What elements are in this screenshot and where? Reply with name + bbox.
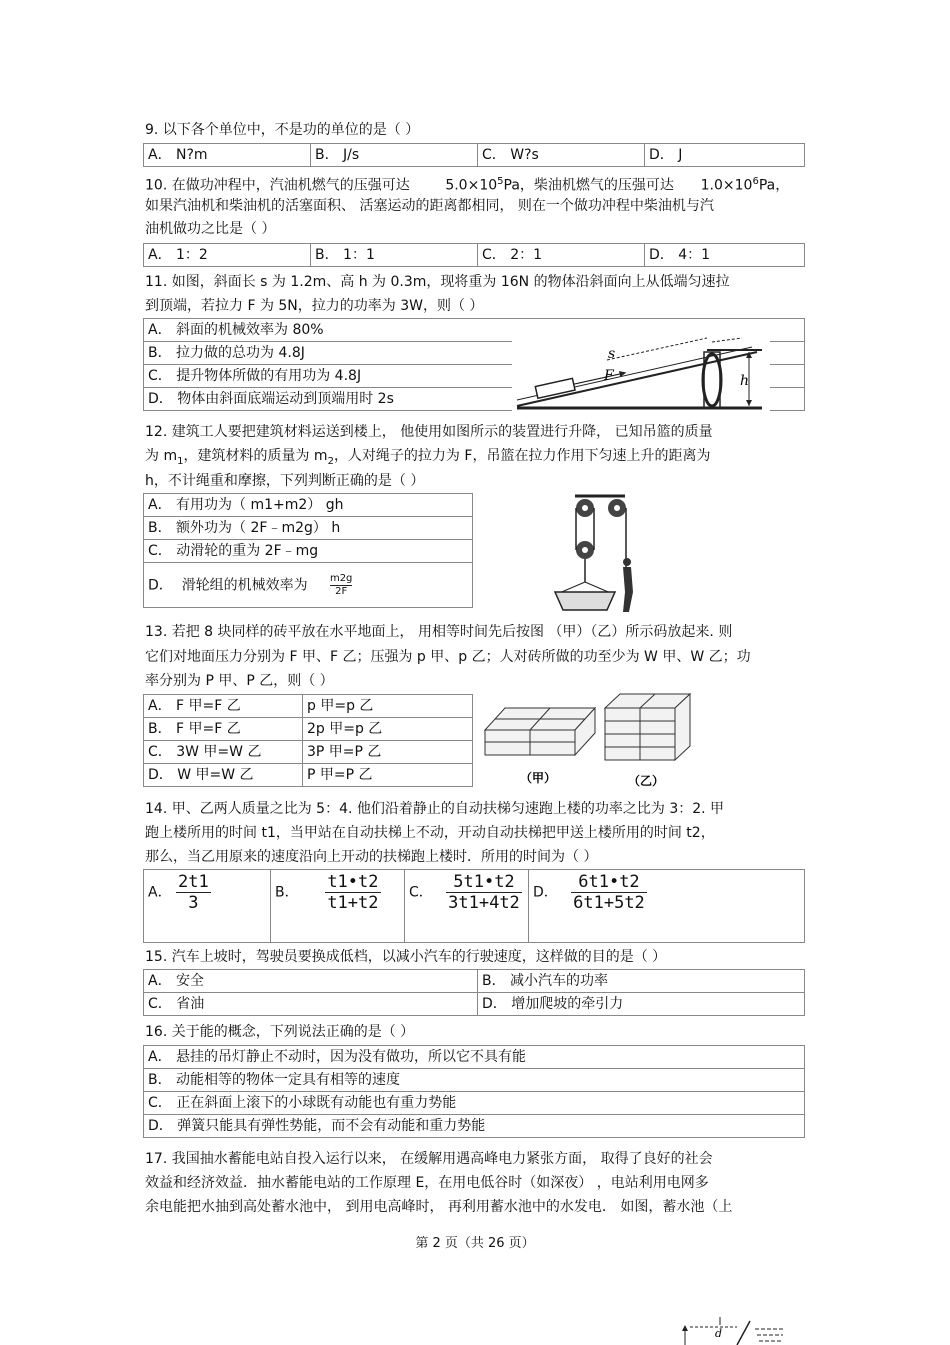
q12-line1: 12. 建筑工人要把建筑材料运送到楼上， 他使用如图所示的装置进行升降， 已知吊篮的质量 [145, 424, 713, 440]
basket-icon [555, 592, 615, 610]
q16-option-c: C． 正在斜面上滚下的小球既有动能也有重力势能 [144, 1092, 805, 1115]
q15-option-d: D． 增加爬坡的牵引力 [478, 993, 805, 1016]
q13-option-a1: A． F 甲=F 乙 [144, 695, 303, 718]
brick-stack-yi [605, 694, 690, 760]
q11-option-a: A． 斜面的机械效率为 80% [144, 319, 805, 342]
q14-line2: 跑上楼所用的时间 t1，当甲站在自动扶梯上不动，开动自动扶梯把甲送上楼所用的时间 t2， [145, 825, 715, 841]
q14-option-a: A． $\frac{2t1}{3}$ [144, 870, 271, 943]
q14-frac-a: $\frac{2t1}{3}$ [178, 872, 209, 913]
q12-options [143, 493, 473, 608]
q9-option-a: A． N?m [144, 144, 311, 167]
q12-line3: h，不计绳重和摩擦，下列判断正确的是（ ） [145, 473, 425, 489]
q14-frac-b: $\frac{t1•t2}{t1+t2}$ [327, 872, 379, 913]
q13-line2: 它们对地面压力分别为 F 甲、F 乙；压强为 p 甲、p 乙；人对砖所做的功至少为 W 甲、W 乙；功 [145, 649, 751, 665]
q13-option-a2: p 甲=p 乙 [303, 695, 473, 718]
q13-option-c1: C． 3W 甲=W 乙 [144, 741, 303, 764]
label-F: F [604, 368, 614, 384]
q14-option-b: B． $\frac{t1•t2}{t1+t2}$ [271, 870, 405, 943]
label-jia: （甲） [520, 771, 557, 785]
q10-option-a: A． 1：2 [144, 244, 311, 267]
incline-figure [512, 320, 770, 416]
q10-line3: 油机做功之比是（ ） [145, 221, 276, 237]
q10-option-b: B． 1：1 [311, 244, 478, 267]
q15-option-b: B． 减小汽车的功率 [478, 970, 805, 993]
q10-options [143, 243, 805, 267]
q13-option-c2: 3P 甲=P 乙 [303, 741, 473, 764]
q15-option-a: A． 安全 [144, 970, 478, 993]
q13-line1: 13. 若把 8 块同样的砖平放在水平地面上， 用相等时间先后按图 （甲）（乙）所示码放起来. 则 [145, 624, 733, 640]
q12-option-b: B． 额外功为（ 2F﹣m2g） h [144, 517, 473, 540]
label-h: h [740, 373, 750, 389]
page-footer: 第 2 页（共 26 页） [415, 1236, 535, 1251]
q11-option-b: B． 拉力做的总功为 4.8J [144, 342, 805, 365]
q15-stem: 15. 汽车上坡时，驾驶员要换成低档，以减小汽车的行驶速度，这样做的目的是（ ） [145, 949, 667, 965]
q15-option-c: C． 省油 [144, 993, 478, 1016]
q14-frac-d: $\frac{6t1•t2}{6t1+5t2}$ [573, 872, 645, 913]
q12-option-d: D． 滑轮组的机械效率为 $\frac{m2g}{2F}$ [144, 563, 473, 608]
q9-option-d: D． J [645, 144, 805, 167]
q17-line2: 效益和经济效益．抽水蓄能电站的工作原理 E，在用电低谷时（如深夜） ，电站利用电网多 [145, 1175, 709, 1191]
bricks-figure [480, 690, 705, 790]
q13-option-d2: P 甲=P 乙 [303, 764, 473, 787]
q12-option-a: A． 有用功为（ m1+m2） gh [144, 494, 473, 517]
q15-options [143, 969, 805, 1016]
q10-option-c: C． 2：1 [478, 244, 645, 267]
label-yi: （乙） [628, 774, 665, 788]
label-d: d [715, 1327, 723, 1340]
q13-option-b1: B． F 甲=F 乙 [144, 718, 303, 741]
q10-option-d: D． 4：1 [645, 244, 805, 267]
q10-line1: 10. 在做功冲程中，汽油机燃气的压强可达 $5.0\times 10^5Pa$，柴油机燃气的压强可达 $1.0\times 10^6Pa$， [145, 176, 790, 194]
efficiency-fraction: $\frac{m2g}{2F}$ [329, 572, 353, 597]
q16-option-b: B． 动能相等的物体一定具有相等的速度 [144, 1069, 805, 1092]
label-s: s [608, 346, 616, 362]
reservoir-figure-fragment [675, 1315, 795, 1345]
q14-option-c: C． $\frac{5t1•t2}{3t1+4t2}$ [405, 870, 529, 943]
q14-line1: 14. 甲、乙两人质量之比为 5：4. 他们沿着静止的自动扶梯匀速跑上楼的功率之比为 3：2. 甲 [145, 801, 725, 817]
q16-option-d: D． 弹簧只能具有弹性势能，而不会有动能和重力势能 [144, 1115, 805, 1138]
q14-frac-c: $\frac{5t1•t2}{3t1+4t2}$ [448, 872, 520, 913]
q17-line1: 17. 我国抽水蓄能电站自投入运行以来， 在缓解用遇高峰电力紧张方面， 取得了良好的社会 [145, 1151, 713, 1167]
q14-options [143, 869, 805, 943]
q12-line2: 为 $m_1$，建筑材料的质量为 $m_2$，人对绳子的拉力为 F，吊篮在拉力作用下匀速上升的距离为 [145, 448, 711, 467]
q13-line3: 率分别为 P 甲、P 乙，则（ ） [145, 673, 334, 689]
pulley-figure [545, 492, 645, 617]
q13-option-b2: 2p 甲=p 乙 [303, 718, 473, 741]
q13-option-d1: D． W 甲=W 乙 [144, 764, 303, 787]
q9-option-b: B． J/s [311, 144, 478, 167]
q11-line2: 到顶端，若拉力 F 为 5N，拉力的功率为 3W，则（ ） [145, 298, 484, 314]
q16-options [143, 1045, 805, 1138]
q17-line3: 余电能把水抽到高处蓄水池中， 到用电高峰时， 再利用蓄水池中的水发电． 如图，蓄水池（上 [145, 1199, 733, 1215]
q10-line2: 如果汽油机和柴油机的活塞面积、 活塞运动的距离都相同， 则在一个做功冲程中柴油机与汽 [145, 198, 714, 214]
q11-line1: 11. 如图，斜面长 s 为 1.2m、高 h 为 0.3m，现将重为 16N 的物体沿斜面向上从低端匀速拉 [145, 274, 730, 290]
q14-line3: 那么，当乙用原来的速度沿向上开动的扶梯跑上楼时．所用的时间为（ ） [145, 849, 598, 865]
q14-option-d: D． $\frac{6t1•t2}{6t1+5t2}$ [529, 870, 805, 943]
q16-option-a: A． 悬挂的吊灯静止不动时，因为没有做功，所以它不具有能 [144, 1046, 805, 1069]
q9-options [143, 143, 805, 167]
q9-stem: 9. 以下各个单位中，不是功的单位的是（ ） [145, 122, 420, 138]
q13-options [143, 694, 473, 787]
brick-stack-jia [485, 708, 595, 755]
q11-option-c: C． 提升物体所做的有用功为 4.8J [144, 365, 805, 388]
q11-option-d: D． 物体由斜面底端运动到顶端用时 2s [144, 388, 805, 411]
q9-option-c: C． W?s [478, 144, 645, 167]
q16-stem: 16. 关于能的概念，下列说法正确的是（ ） [145, 1024, 415, 1040]
worker-icon [623, 567, 633, 612]
q12-option-c: C． 动滑轮的重为 2F﹣mg [144, 540, 473, 563]
